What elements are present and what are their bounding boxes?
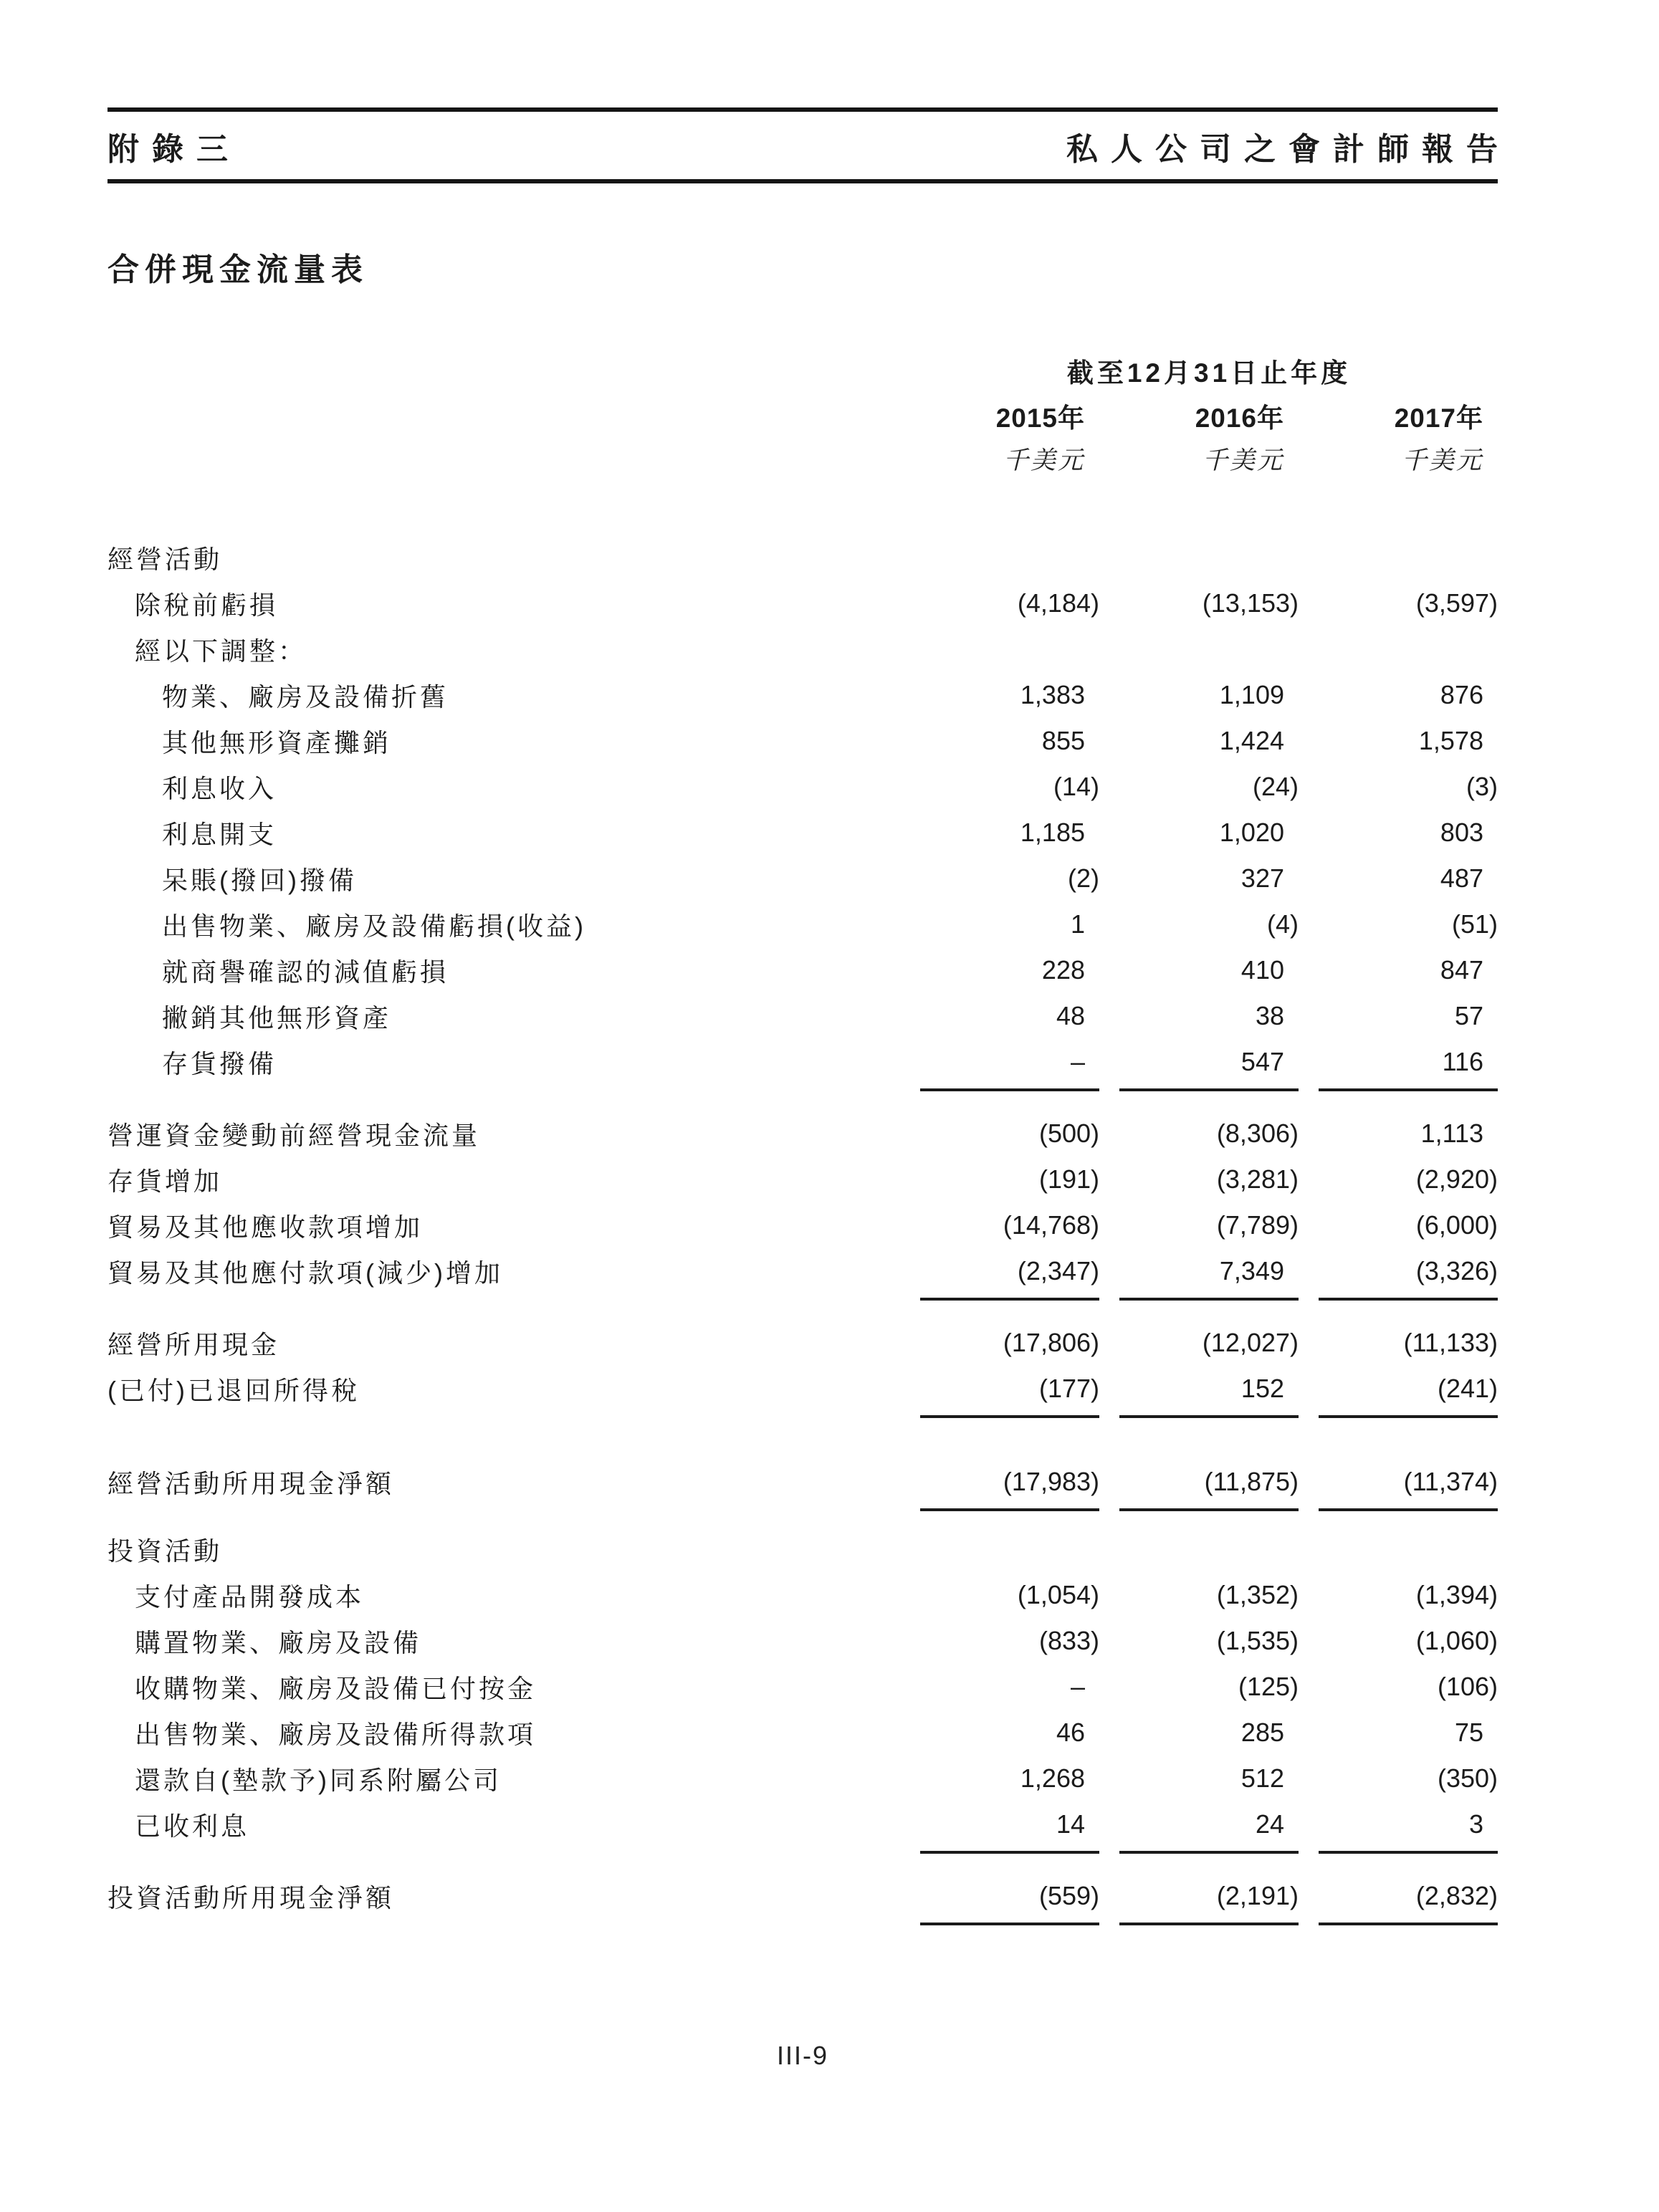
table-row <box>107 1320 1498 1366</box>
value-2015: 1,185 <box>1020 818 1085 847</box>
table-row <box>107 535 1498 580</box>
value-2015: (833) <box>1038 1626 1099 1655</box>
row-label: 貿易及其他應收款項增加 <box>107 1212 424 1242</box>
value-2016: (8,306) <box>1216 1119 1299 1148</box>
value-2015: 1 <box>1070 909 1085 939</box>
unit-label-2016: 千美元 <box>1202 446 1284 474</box>
value-2015: 46 <box>1056 1718 1085 1747</box>
value-2015: (17,806) <box>1003 1328 1099 1357</box>
value-2015: (1,054) <box>1017 1580 1099 1609</box>
value-2015: (14) <box>1053 772 1099 801</box>
table-row <box>107 718 1498 764</box>
period-header: 截至12月31日止年度 <box>1066 358 1352 388</box>
unit-label-2017: 千美元 <box>1401 446 1483 474</box>
table-row <box>107 810 1498 856</box>
value-2017: 57 <box>1454 1001 1483 1030</box>
value-2016: 152 <box>1119 1374 1299 1404</box>
row-label: 利息收入 <box>162 773 277 803</box>
value-2017: 75 <box>1454 1718 1483 1747</box>
value-2016: 24 <box>1119 1809 1299 1839</box>
value-2016: 38 <box>1255 1001 1284 1030</box>
appendix-label: 附錄三 <box>107 132 241 167</box>
unit-header-row <box>107 440 1498 477</box>
row-label: 出售物業、廠房及設備虧損(收益) <box>162 911 586 941</box>
value-2016: (1,352) <box>1216 1580 1299 1609</box>
spacer <box>107 1412 1498 1459</box>
value-2017: 1,578 <box>1418 726 1483 755</box>
value-2017: (11,133) <box>1403 1328 1498 1357</box>
year-column-2015: 2015年 <box>995 403 1085 433</box>
value-2017: 876 <box>1440 680 1483 709</box>
value-2017: 487 <box>1440 863 1483 893</box>
value-2016: (12,027) <box>1202 1328 1299 1357</box>
value-2017: (3,326) <box>1319 1256 1498 1286</box>
value-2015: (17,983) <box>920 1467 1099 1497</box>
table-row <box>107 1710 1498 1756</box>
value-2016: 1,424 <box>1219 726 1284 755</box>
value-2016: 1,020 <box>1219 818 1284 847</box>
value-2017: (11,374) <box>1319 1467 1498 1497</box>
value-2015: 1,383 <box>1020 680 1085 709</box>
report-title: 私人公司之會計師報告 <box>1066 132 1511 167</box>
value-2016: (125) <box>1238 1672 1299 1701</box>
table-row <box>107 1664 1498 1710</box>
table-row <box>107 1366 1498 1412</box>
table-row <box>107 1526 1498 1572</box>
table-body <box>107 535 1498 1919</box>
value-2017: (1,060) <box>1415 1626 1498 1655</box>
value-2017: 803 <box>1440 818 1483 847</box>
value-2015: (4,184) <box>1017 588 1099 618</box>
table-row <box>107 856 1498 901</box>
row-label: 經營所用現金 <box>107 1329 280 1359</box>
running-head <box>107 107 1511 183</box>
table-row <box>107 901 1498 947</box>
value-2015: (2) <box>1068 863 1099 893</box>
value-2016: 547 <box>1119 1047 1299 1077</box>
row-label: 就商譽確認的減值虧損 <box>162 957 449 987</box>
value-2017: 116 <box>1319 1047 1498 1077</box>
row-label: 貿易及其他應付款項(減少)增加 <box>107 1258 503 1288</box>
table-row <box>107 1459 1498 1505</box>
table-row <box>107 764 1498 810</box>
row-label: 出售物業、廠房及設備所得款項 <box>135 1719 537 1749</box>
table-row <box>107 1111 1498 1157</box>
value-2015: (2,347) <box>920 1256 1099 1286</box>
row-label: 購置物業、廠房及設備 <box>135 1627 422 1657</box>
value-2015: 855 <box>1041 726 1085 755</box>
table-row <box>107 1801 1498 1847</box>
table-row <box>107 1248 1498 1294</box>
value-2016: (7,789) <box>1216 1210 1299 1240</box>
value-2017: (106) <box>1437 1672 1498 1701</box>
year-header-row <box>107 396 1498 436</box>
row-label: (已付)已退回所得稅 <box>107 1375 360 1405</box>
value-2017: (1,394) <box>1415 1580 1498 1609</box>
value-2016: (4) <box>1267 909 1299 939</box>
unit-label-2015: 千美元 <box>1003 446 1085 474</box>
value-2017: (241) <box>1319 1374 1498 1404</box>
value-2017: 847 <box>1440 955 1483 985</box>
value-2017: (2,920) <box>1415 1164 1498 1194</box>
row-label: 物業、廠房及設備折舊 <box>162 681 449 712</box>
row-label: 利息開支 <box>162 819 277 849</box>
value-2015: (191) <box>1038 1164 1099 1194</box>
value-2015: (177) <box>920 1374 1099 1404</box>
statement-title: 合併現金流量表 <box>107 252 368 287</box>
row-label: 支付產品開發成本 <box>135 1581 365 1612</box>
value-2017: (6,000) <box>1415 1210 1498 1240</box>
row-label: 經營活動 <box>107 544 223 574</box>
table-row <box>107 1157 1498 1202</box>
value-2017: (3) <box>1466 772 1498 801</box>
value-2017: (3,597) <box>1415 588 1498 618</box>
table-row <box>107 993 1498 1039</box>
value-2016: 7,349 <box>1119 1256 1299 1286</box>
row-label: 其他無形資產攤銷 <box>162 727 392 757</box>
value-2017: (2,832) <box>1319 1881 1498 1911</box>
value-2016: 512 <box>1240 1763 1284 1793</box>
row-label: 存貨增加 <box>107 1166 223 1196</box>
value-2016: (11,875) <box>1119 1467 1299 1497</box>
table-row <box>107 947 1498 993</box>
value-2017: (51) <box>1451 909 1498 939</box>
value-2016: 327 <box>1240 863 1284 893</box>
value-2016: (1,535) <box>1216 1626 1299 1655</box>
table-row <box>107 1572 1498 1618</box>
value-2015: (14,768) <box>1003 1210 1099 1240</box>
table-row <box>107 1039 1498 1085</box>
year-column-2017: 2017年 <box>1394 403 1483 433</box>
value-2015: 228 <box>1041 955 1085 985</box>
row-label: 已收利息 <box>135 1811 250 1841</box>
row-label: 呆賬(撥回)撥備 <box>162 865 357 895</box>
value-2015: 14 <box>920 1809 1099 1839</box>
value-2016: 1,109 <box>1219 680 1284 709</box>
row-label: 除稅前虧損 <box>135 590 279 620</box>
row-label: 經營活動所用現金淨額 <box>107 1468 395 1498</box>
value-2016: (13,153) <box>1202 588 1299 618</box>
row-label: 投資活動 <box>107 1536 223 1566</box>
value-2015: – <box>1070 1672 1085 1701</box>
value-2015: 48 <box>1056 1001 1085 1030</box>
table-row <box>107 580 1498 626</box>
row-label: 還款自(墊款予)同系附屬公司 <box>135 1765 502 1795</box>
value-2017: 3 <box>1319 1809 1498 1839</box>
table-row <box>107 672 1498 718</box>
row-label: 經以下調整： <box>135 636 307 666</box>
table-row <box>107 1202 1498 1248</box>
value-2016: 410 <box>1240 955 1284 985</box>
value-2015: – <box>920 1047 1099 1077</box>
row-label: 營運資金變動前經營現金流量 <box>107 1120 481 1150</box>
table-row <box>107 1873 1498 1919</box>
value-2017: (350) <box>1437 1763 1498 1793</box>
table-row <box>107 1618 1498 1664</box>
value-2015: 1,268 <box>1020 1763 1085 1793</box>
table-row <box>107 626 1498 672</box>
value-2016: (24) <box>1252 772 1299 801</box>
row-label: 收購物業、廠房及設備已付按金 <box>135 1673 537 1703</box>
value-2016: 285 <box>1240 1718 1284 1747</box>
value-2015: (500) <box>1038 1119 1099 1148</box>
value-2015: (559) <box>920 1881 1099 1911</box>
period-header-row <box>107 351 1498 388</box>
row-label: 撇銷其他無形資產 <box>162 1002 392 1033</box>
row-label: 存貨撥備 <box>162 1048 277 1078</box>
year-column-2016: 2016年 <box>1195 403 1284 433</box>
table-row <box>107 1756 1498 1801</box>
value-2017: 1,113 <box>1420 1119 1483 1148</box>
row-label: 投資活動所用現金淨額 <box>107 1882 395 1912</box>
value-2016: (3,281) <box>1216 1164 1299 1194</box>
page-number: III-9 <box>776 2041 828 2070</box>
value-2016: (2,191) <box>1119 1881 1299 1911</box>
